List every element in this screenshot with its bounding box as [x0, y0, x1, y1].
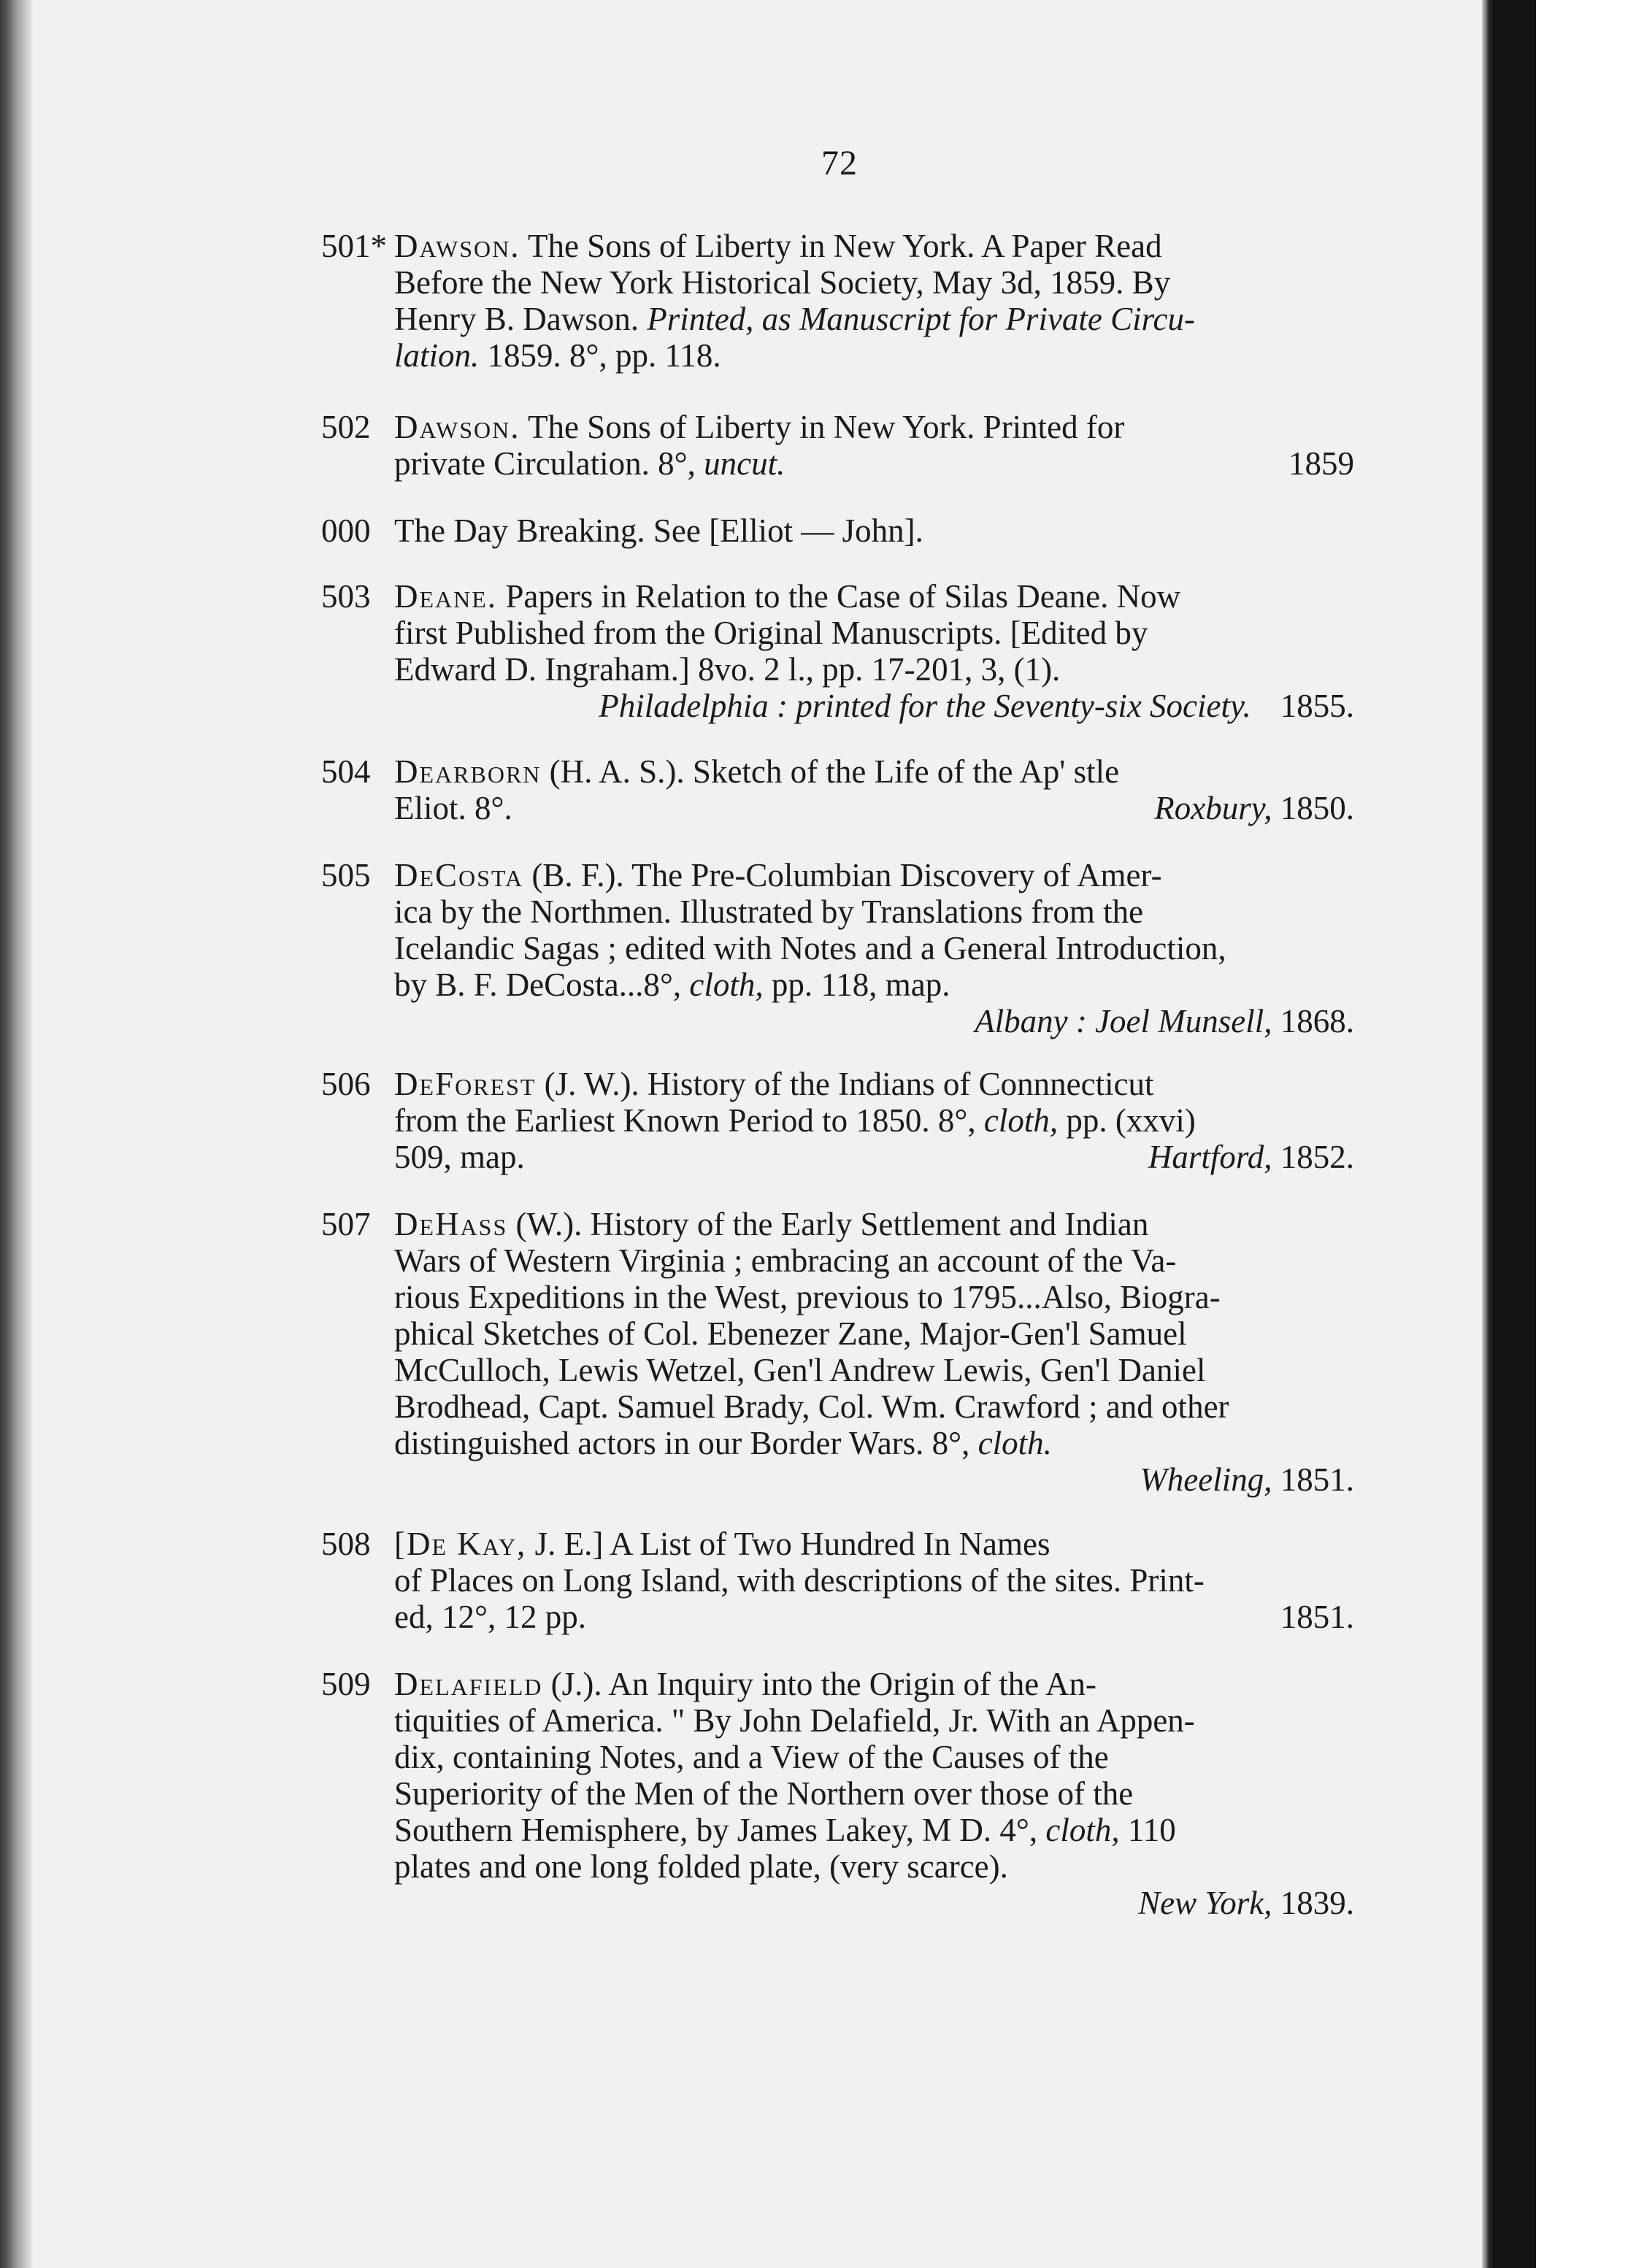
entry-place: Hartford,: [1148, 1139, 1272, 1175]
entry-year: 1855.: [1280, 688, 1354, 724]
scan-border-dark: [1492, 0, 1536, 2268]
entry-number: 502: [321, 409, 371, 445]
entry-place: Albany : Joel Munsell,: [975, 1003, 1272, 1039]
catalog-entry-507: 507 DeHass (W.). History of the Early Settlement and Indian Wars of Western Virginia ; embracing an account of the Va- rious Expeditions in the West, previous to 1795...Also, Biogra- phical Sketches of Col. Ebenezer Zane, Major-Gen'l Samuel McCulloch, Lewis Wetzel, Gen'l Andrew Lewis, Gen'l Daniel Brodhead, Capt. Samuel Brady, Col. Wm. Crawford ; and other distinguished actors in our Border Wars. 8°, cloth. Wheeling, 1851.: [321, 1206, 1354, 1498]
entry-heading: DeCosta: [394, 857, 524, 893]
entry-heading: Dawson.: [394, 228, 520, 264]
catalog-entry-501: 501* Dawson. The Sons of Liberty in New York. A Paper Read Before the New York Historical Society, May 3d, 1859. By Henry B. Dawson. Printed, as Manuscript for Private Circu- lation. 1859. 8°, pp. 118.: [321, 228, 1195, 374]
entry-heading: [De Kay,: [394, 1526, 527, 1562]
entry-number: 509: [321, 1666, 371, 1702]
entry-number: 501*: [321, 228, 387, 264]
entry-heading: Deane.: [394, 578, 498, 615]
entry-number: 505: [321, 857, 371, 893]
page-number: 72: [821, 144, 858, 182]
catalog-entry-000: 000 The Day Breaking. See [Elliot — John].: [321, 512, 923, 549]
page-left-edge: [0, 0, 34, 2268]
catalog-entry-503: 503 Deane. Papers in Relation to the Case of Silas Deane. Now first Published from the Original Manuscripts. [Edited by Edward D. Ingraham.] 8vo. 2 l., pp. 17-201, 3, (1). Philadelphia : printed for the Seventy-six Society. 1855.: [321, 578, 1354, 724]
catalog-entry-509: 509 Delafield (J.). An Inquiry into the Origin of the An- tiquities of America. " By John Delafield, Jr. With an Appen- dix, containing Notes, and a View of the Causes of the Superiority of the Men of the Northern over those of the Southern Hemisphere, by James Lakey, M D. 4°, cloth, 110 plates and one long folded plate, (very scarce). New York, 1839.: [321, 1666, 1354, 1921]
entry-heading: DeForest: [394, 1066, 537, 1102]
entry-heading: Dawson.: [394, 409, 520, 445]
catalog-entry-504: 504 Dearborn (H. A. S.). Sketch of the Life of the Ap' stle Eliot. 8°. Roxbury, 1850.: [321, 753, 1354, 826]
scan-border-white: [1536, 0, 1625, 2268]
entry-number: 504: [321, 753, 371, 790]
entry-year: 1852.: [1280, 1139, 1354, 1175]
entry-place: New York,: [1138, 1885, 1272, 1921]
entry-number: 506: [321, 1066, 371, 1102]
catalog-entry-502: 502 Dawson. The Sons of Liberty in New York. Printed for private Circulation. 8°, uncut. 1859: [321, 409, 1354, 482]
entry-heading: Dearborn: [394, 753, 542, 790]
entry-year: 1859: [1288, 445, 1354, 482]
entry-heading: DeHass: [394, 1206, 508, 1242]
page-right-gutter: [1482, 0, 1492, 2268]
entry-year: 1850.: [1280, 790, 1354, 826]
entry-heading: Delafield: [394, 1666, 543, 1702]
catalog-entry-505: 505 DeCosta (B. F.). The Pre-Columbian Discovery of Amer- ica by the Northmen. Illustrated by Translations from the Icelandic Sagas ; edited with Notes and a General Introduction, by B. F. DeCosta...8°, cloth, pp. 118, map. Albany : Joel Munsell, 1868.: [321, 857, 1354, 1039]
entry-place: Wheeling,: [1140, 1461, 1272, 1498]
catalog-entry-506: 506 DeForest (J. W.). History of the Indians of Connnecticut from the Earliest Known Period to 1850. 8°, cloth, pp. (xxvi) 509, map. Hartford, 1852.: [321, 1066, 1354, 1175]
entry-number: 503: [321, 578, 371, 615]
entry-place: Roxbury,: [1154, 790, 1272, 826]
catalog-entry-508: 508 [De Kay, J. E.] A List of Two Hundred In Names of Places on Long Island, with descriptions of the sites. Print- ed, 12°, 12 pp. 1851.: [321, 1526, 1354, 1635]
entry-year: 1851.: [1280, 1461, 1354, 1498]
entry-year: 1868.: [1280, 1003, 1354, 1039]
entry-imprint: Philadelphia : printed for the Seventy-six Society.: [599, 688, 1251, 724]
entry-year: 1839.: [1280, 1885, 1354, 1921]
entry-number: 000: [321, 512, 371, 549]
entry-number: 507: [321, 1206, 371, 1242]
entry-number: 508: [321, 1526, 371, 1562]
entry-year: 1851.: [1280, 1599, 1354, 1635]
